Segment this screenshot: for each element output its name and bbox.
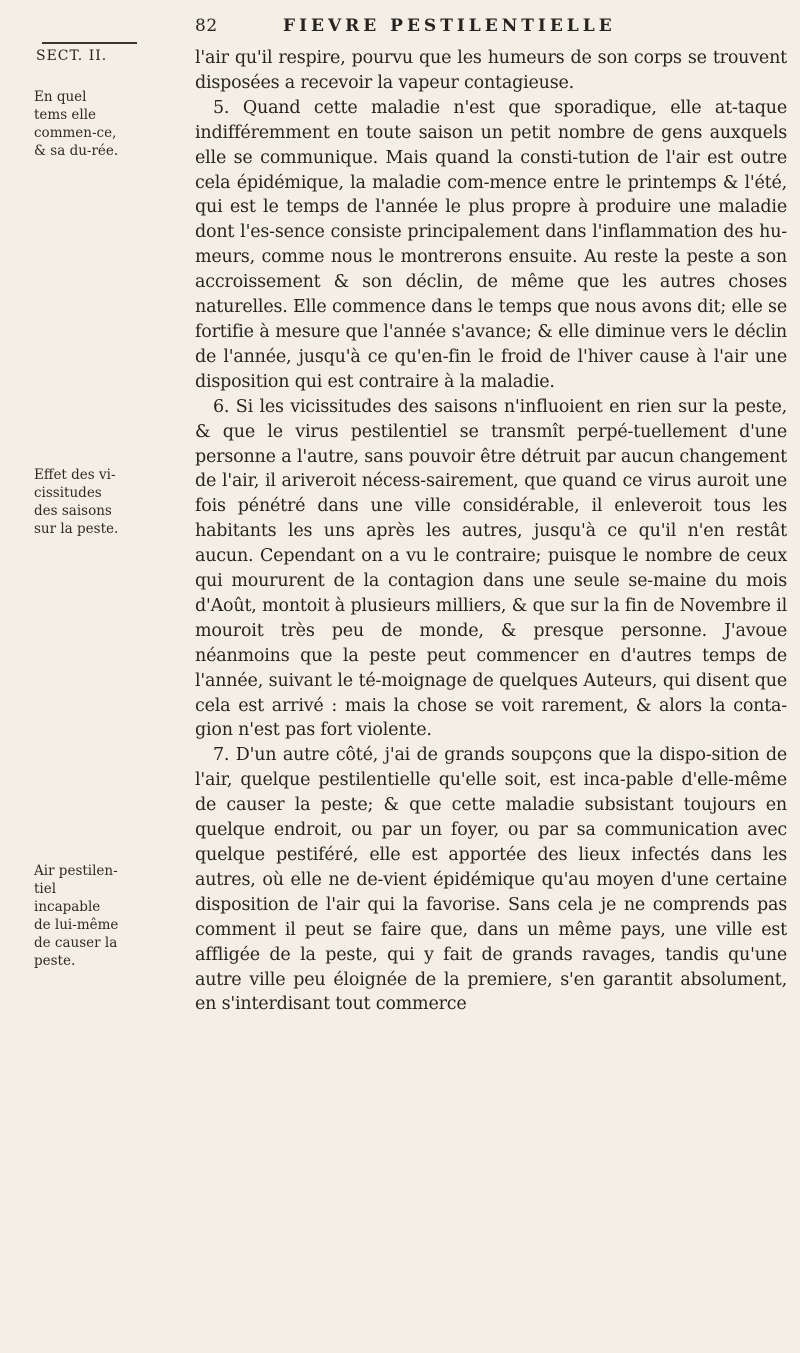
running-header <box>195 16 785 42</box>
page-number: 82 <box>195 16 218 36</box>
margin-note-onset: En quel tems elle commen-ce, & sa du-rée. <box>34 89 119 159</box>
header-rule <box>42 42 137 44</box>
paragraph-continuation: l'air qu'il respire, pourvu que les humeurs de son corps se trouvent disposées a recevoir la vapeur contagieuse. <box>195 48 787 93</box>
main-text <box>195 46 787 1017</box>
running-title: FIEVRE PESTILENTIELLE <box>283 16 616 36</box>
paragraph-5: 5. Quand cette maladie n'est que sporadique, elle at-taque indifféremment en toute saison un petit nombre de gens auxquels elle se communique. Mais quand la consti-tution de l'air est outre cela épidémique, la maladie com-mence entre le printemps & l'été, qui est le temps de l'année le plus propre à produire une maladie dont l'es-sence consiste principalement dans l'inflammation des hu-meurs, comme nous le montrerons ensuite. Au reste la peste a son accroissement & son déclin, de même que les autres choses naturelles. Elle commence dans le temps que nous avons dit; elle se fortifie à mesure que l'année s'avance; & elle diminue vers le déclin de l'année, jusqu'à ce qu'en-fin le froid de l'hiver cause à l'air une disposition qui est contraire à la maladie. <box>195 97 787 392</box>
margin-note-seasons: Effet des vi-cissitudes des saisons sur la peste. <box>34 467 119 537</box>
margin-note-air: Air pestilen-tiel incapable de lui-même de causer la peste. <box>34 863 119 969</box>
paragraph-6: 6. Si les vicissitudes des saisons n'influoient en rien sur la peste, & que le virus pestilentiel se transmît perpé-tuellement d'une personne a l'autre, sans pouvoir être détruit par aucun changement de l'air, il ariveroit nécess-sairement, que quand ce virus auroit une fois pénétré dans une ville considérable, il enleveroit tous les habitants les uns après les autres, jusqu'à ce qu'il n'en restât aucun. Cependant on a vu le contraire; puisque le nombre de ceux qui moururent de la contagion dans une seule se-maine du mois d'Août, montoit à plusieurs milliers, & que sur la fin de Novembre il mouroit très peu de monde, & presque personne. J'avoue néanmoins que la peste peut commencer en d'autres temps de l'année, suivant le té-moignage de quelques Auteurs, qui disent que cela est arrivé : mais la chose se voit rarement, & alors la conta-gion n'est pas fort violente. <box>195 396 787 741</box>
paragraph-7: 7. D'un autre côté, j'ai de grands soupçons que la dispo-sition de l'air, quelque pestilentielle qu'elle soit, est inca-pable d'elle-même de causer la peste; & que cette maladie subsistant toujours en quelque endroit, ou par un foyer, ou par sa communication avec quelque pestiféré, elle est apportée des lieux infectés dans les autres, où elle ne de-vient épidémique qu'au moyen d'une certaine disposition de l'air qui la favorise. Sans cela je ne comprends pas comment il peut se faire que, dans un même pays, une ville est affligée de la peste, qui y fait de grands ravages, tandis qu'une autre ville peu éloignée de la premiere, s'en garantit absolument, en s'interdisant tout commerce <box>195 745 787 1015</box>
section-label: SECT. II. <box>36 48 108 64</box>
